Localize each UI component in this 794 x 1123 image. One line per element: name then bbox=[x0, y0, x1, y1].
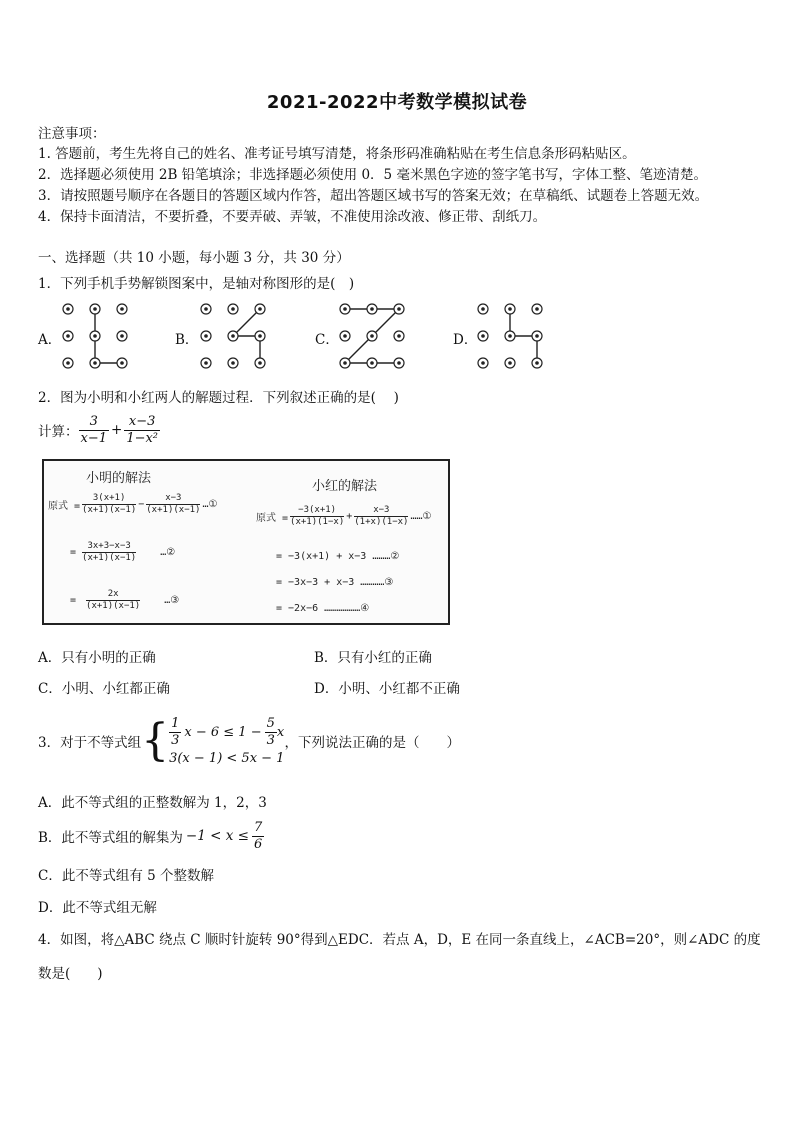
q3-stem bbox=[38, 708, 460, 774]
notice-item-2: 2．选择题必须使用 2B 铅笔填涂；非选择题必须使用 0．5 毫米黑色字迹的签字笔书写，字体工整、笔迹清楚。 bbox=[38, 167, 707, 183]
pattern-dot bbox=[343, 334, 347, 338]
q3-inequality-1: $\frac{1}{3}$ x − 6 ≤ 1 − $\frac{5}{3}$ x bbox=[171, 716, 285, 748]
q3-option-a: A．此不等式组的正整数解为 1，2，3 bbox=[38, 795, 267, 811]
q1-option-a-label: A． bbox=[38, 332, 62, 348]
pattern-dot bbox=[397, 307, 401, 311]
q3-system bbox=[169, 716, 284, 766]
pattern-dot bbox=[397, 334, 401, 338]
pattern-dot bbox=[508, 361, 512, 365]
pattern-dot bbox=[120, 334, 124, 338]
q4-stem-line-2: 数是( ) bbox=[38, 966, 103, 982]
q1-option-d-label: D． bbox=[453, 332, 478, 348]
q2-calc-label: 计算： bbox=[38, 424, 79, 440]
pattern-dot bbox=[481, 334, 485, 338]
q1-pattern-a bbox=[55, 296, 135, 376]
pattern-dot bbox=[120, 361, 124, 365]
pattern-dot bbox=[343, 361, 347, 365]
q4-stem-line-1: 4．如图，将△ABC 绕点 C 顺时针旋转 90°得到△EDC．若点 A，D，E 在同一条直线上，∠ACB=20°，则∠ADC 的度 bbox=[38, 932, 761, 948]
notice-heading: 注意事项： bbox=[38, 126, 106, 142]
system-brace: { bbox=[141, 715, 170, 766]
q2-expression bbox=[38, 410, 160, 450]
pattern-dot bbox=[231, 361, 235, 365]
q3-option-c: C．此不等式组有 5 个整数解 bbox=[38, 868, 215, 884]
notice-item-3: 3．请按照题号顺序在各题目的答题区域内作答，超出答题区域书写的答案无效；在草稿纸、试题卷上答题无效。 bbox=[38, 188, 709, 204]
pattern-dot bbox=[370, 307, 374, 311]
xiaohong-title: 小红的解法 bbox=[312, 479, 378, 494]
q2-option-c: C．小明、小红都正确 bbox=[38, 681, 170, 697]
pattern-dot bbox=[66, 334, 70, 338]
q2-stem: 2．图为小明和小红两人的解题过程．下列叙述正确的是( ) bbox=[38, 390, 399, 406]
q1-option-c-label: C． bbox=[315, 332, 339, 348]
pattern-dot bbox=[93, 334, 97, 338]
q3-option-d: D．此不等式组无解 bbox=[38, 900, 157, 916]
q1-option-b-label: B． bbox=[175, 332, 199, 348]
pattern-dot bbox=[508, 334, 512, 338]
q2-option-a: A．只有小明的正确 bbox=[38, 650, 156, 666]
pattern-dot bbox=[258, 334, 262, 338]
pattern-dot bbox=[481, 307, 485, 311]
section-heading: 一、选择题（共 10 小题，每小题 3 分，共 30 分） bbox=[38, 250, 350, 266]
pattern-segment bbox=[372, 309, 399, 336]
pattern-dot bbox=[204, 334, 208, 338]
pattern-segment bbox=[233, 309, 260, 336]
pattern-dot bbox=[204, 307, 208, 311]
pattern-dot bbox=[258, 361, 262, 365]
pattern-dot bbox=[231, 307, 235, 311]
solution-image-box bbox=[42, 459, 450, 625]
q2-plus: + bbox=[111, 422, 123, 438]
pattern-dot bbox=[535, 361, 539, 365]
pattern-dot bbox=[370, 361, 374, 365]
pattern-dot bbox=[508, 307, 512, 311]
q2-option-b: B．只有小红的正确 bbox=[314, 650, 432, 666]
q3-stem-prefix: 3．对于不等式组 bbox=[38, 735, 142, 751]
xiaohong-step-2: = −3(x+1) + x−3 ………② bbox=[276, 551, 400, 562]
q1-pattern-b bbox=[193, 296, 273, 376]
pattern-dot bbox=[93, 361, 97, 365]
pattern-dot bbox=[204, 361, 208, 365]
xiaohong-step-3: = −3x−3 + x−3 …………③ bbox=[276, 577, 394, 588]
pattern-segment bbox=[345, 336, 372, 363]
pattern-dot bbox=[120, 307, 124, 311]
q1-pattern-c bbox=[332, 296, 412, 376]
xiaoming-step-1: 原式 = $\frac{3(x+1)}{(x+1)(x-1)}$ − $\frac{x-3}{(x+1)(x-1)}$ …① bbox=[48, 493, 218, 515]
q3-inequality-2: 3(x − 1) < 5x − 1 bbox=[169, 751, 285, 766]
q1-stem: 1．下列手机手势解锁图案中，是轴对称图形的是( ) bbox=[38, 276, 355, 292]
xiaoming-title: 小明的解法 bbox=[86, 471, 152, 486]
q2-option-d: D．小明、小红都不正确 bbox=[314, 681, 460, 697]
q2-fraction-1: $\frac{3}{x-1}$ bbox=[80, 413, 107, 446]
pattern-dot bbox=[535, 307, 539, 311]
notice-item-4: 4．保持卡面清洁，不要折叠，不要弄破、弄皱，不准使用涂改液、修正带、刮纸刀。 bbox=[38, 209, 547, 225]
xiaoming-step-2: = $\frac{3x+3-x-3}{(x+1)(x-1)}$ …② bbox=[70, 541, 176, 563]
pattern-dot bbox=[343, 307, 347, 311]
pattern-dot bbox=[535, 334, 539, 338]
page-title: 2021-2022中考数学模拟试卷 bbox=[266, 92, 528, 113]
xiaoming-step-3: = $\frac{2x}{(x+1)(x-1)}$ …③ bbox=[70, 589, 180, 611]
xiaohong-step-4: = −2x−6 ………………④ bbox=[276, 603, 370, 614]
q3-stem-suffix: ，下列说法正确的是（ ） bbox=[284, 735, 460, 751]
pattern-dot bbox=[66, 307, 70, 311]
pattern-dot bbox=[93, 307, 97, 311]
pattern-dot bbox=[481, 361, 485, 365]
q2-fraction-2: $\frac{x-3}{\text{1−x²}}$ bbox=[126, 413, 159, 446]
q1-pattern-d bbox=[470, 296, 550, 376]
xiaohong-step-1: 原式 = $\frac{-3(x+1)}{(x+1)(1-x)}$ + $\frac{x-3}{(1+x)(1-x)}$ ……① bbox=[256, 505, 432, 527]
pattern-dot bbox=[370, 334, 374, 338]
pattern-dot bbox=[258, 307, 262, 311]
pattern-dot bbox=[66, 361, 70, 365]
q3-option-b: B．此不等式组的解集为 −1 < x ≤ $\frac{7}{6}$ bbox=[38, 819, 263, 852]
notice-item-1: 1. 答题前，考生先将自己的姓名、准考证号填写清楚，将条形码准确粘贴在考生信息条形码粘贴区。 bbox=[38, 146, 636, 162]
pattern-dot bbox=[397, 361, 401, 365]
pattern-dot bbox=[231, 334, 235, 338]
